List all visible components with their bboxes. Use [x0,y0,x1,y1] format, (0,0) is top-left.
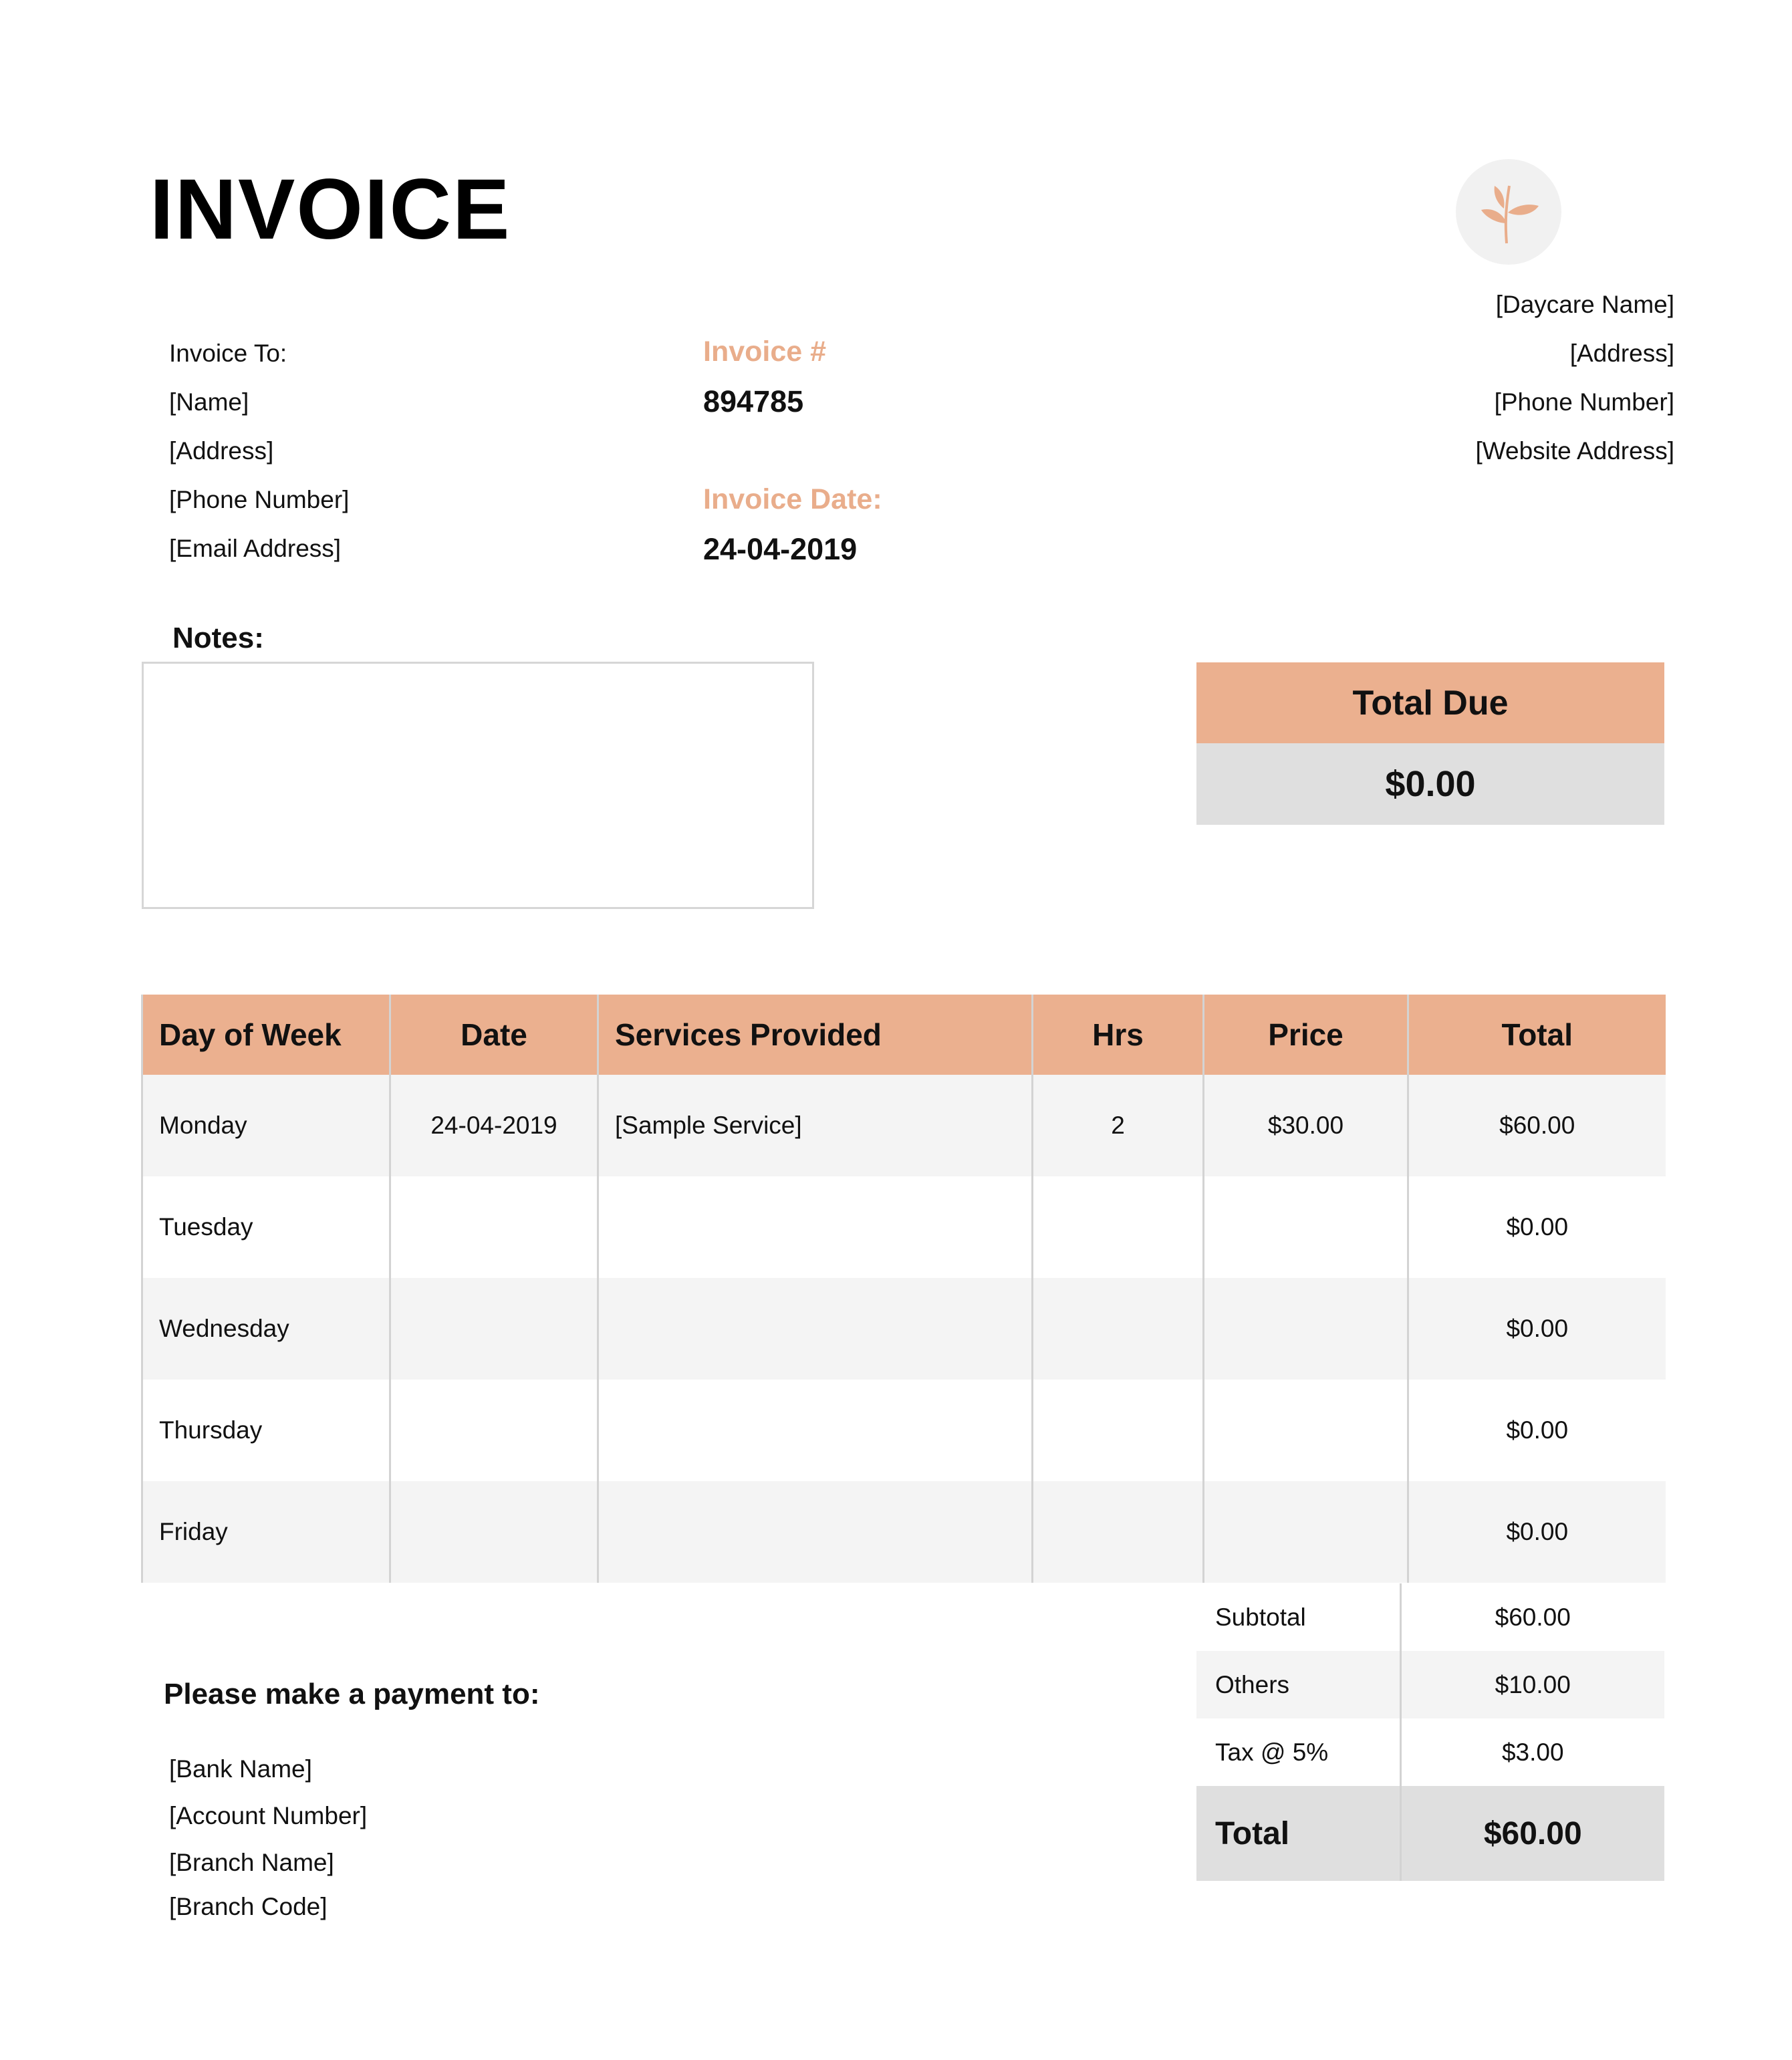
header-hrs: Hrs [1033,995,1204,1075]
cell-date[interactable] [390,1176,598,1278]
total-value: $60.00 [1400,1786,1664,1881]
cell-total: $0.00 [1408,1380,1666,1481]
header-date: Date [390,995,598,1075]
cell-total: $0.00 [1408,1278,1666,1380]
tax-value: $3.00 [1400,1718,1664,1786]
cell-total: $0.00 [1408,1481,1666,1583]
cell-service[interactable] [598,1380,1033,1481]
summary-row-subtotal [1196,1583,1664,1651]
total-due-label: Total Due [1196,662,1664,743]
table-row [142,1075,1666,1176]
company-website: [Website Address] [1475,437,1674,465]
bill-to-address: [Address] [169,437,274,465]
cell-hrs[interactable] [1033,1380,1204,1481]
summary-row-others [1196,1651,1664,1718]
others-label: Others [1196,1651,1400,1718]
tax-label: Tax @ 5% [1196,1718,1400,1786]
payment-branch-code: [Branch Code] [169,1893,328,1920]
summary-table [1196,1583,1664,1881]
table-row [142,1481,1666,1583]
header-services: Services Provided [598,995,1033,1075]
table-row [142,1176,1666,1278]
cell-date[interactable] [390,1278,598,1380]
subtotal-value: $60.00 [1400,1583,1664,1651]
services-table [141,995,1666,1583]
cell-service[interactable]: [Sample Service] [598,1075,1033,1176]
company-address: [Address] [1569,340,1674,367]
cell-service[interactable] [598,1278,1033,1380]
payment-title: Please make a payment to: [164,1678,540,1710]
header-day: Day of Week [142,995,390,1075]
invoice-number-label: Invoice # [703,336,827,368]
others-value[interactable]: $10.00 [1400,1651,1664,1718]
table-row [142,1380,1666,1481]
total-due-value: $0.00 [1196,743,1664,825]
cell-day: Tuesday [142,1176,390,1278]
summary-row-total [1196,1786,1664,1881]
cell-service[interactable] [598,1176,1033,1278]
company-logo [1456,159,1561,265]
payment-account: [Account Number] [169,1802,368,1829]
company-phone: [Phone Number] [1494,388,1674,416]
cell-price[interactable] [1204,1380,1408,1481]
total-label: Total [1196,1786,1400,1881]
cell-day: Wednesday [142,1278,390,1380]
cell-price[interactable] [1204,1176,1408,1278]
cell-day: Friday [142,1481,390,1583]
cell-date[interactable]: 24-04-2019 [390,1075,598,1176]
cell-hrs[interactable] [1033,1278,1204,1380]
notes-box[interactable] [142,662,814,909]
header-total: Total [1408,995,1666,1075]
company-name: [Daycare Name] [1495,291,1674,318]
notes-label: Notes: [172,622,264,654]
cell-hrs[interactable] [1033,1481,1204,1583]
cell-hrs[interactable]: 2 [1033,1075,1204,1176]
cell-price[interactable]: $30.00 [1204,1075,1408,1176]
table-row [142,1278,1666,1380]
cell-total: $0.00 [1408,1176,1666,1278]
bill-to-email: [Email Address] [169,535,342,562]
cell-price[interactable] [1204,1278,1408,1380]
leaf-sprout-icon [1456,159,1561,265]
cell-hrs[interactable] [1033,1176,1204,1278]
cell-total: $60.00 [1408,1075,1666,1176]
subtotal-label: Subtotal [1196,1583,1400,1651]
header-price: Price [1204,995,1408,1075]
cell-date[interactable] [390,1481,598,1583]
payment-branch: [Branch Name] [169,1849,334,1876]
table-header-row [142,995,1666,1075]
summary-row-tax [1196,1718,1664,1786]
cell-service[interactable] [598,1481,1033,1583]
invoice-title: INVOICE [150,162,511,257]
cell-price[interactable] [1204,1481,1408,1583]
bill-to-name: [Name] [169,388,249,416]
cell-date[interactable] [390,1380,598,1481]
bill-to-label: Invoice To: [169,340,287,367]
invoice-date: 24-04-2019 [703,532,858,566]
invoice-date-label: Invoice Date: [703,483,882,515]
invoice-number: 894785 [703,384,804,418]
bill-to-phone: [Phone Number] [169,486,350,513]
cell-day: Thursday [142,1380,390,1481]
payment-bank: [Bank Name] [169,1755,312,1783]
cell-day: Monday [142,1075,390,1176]
